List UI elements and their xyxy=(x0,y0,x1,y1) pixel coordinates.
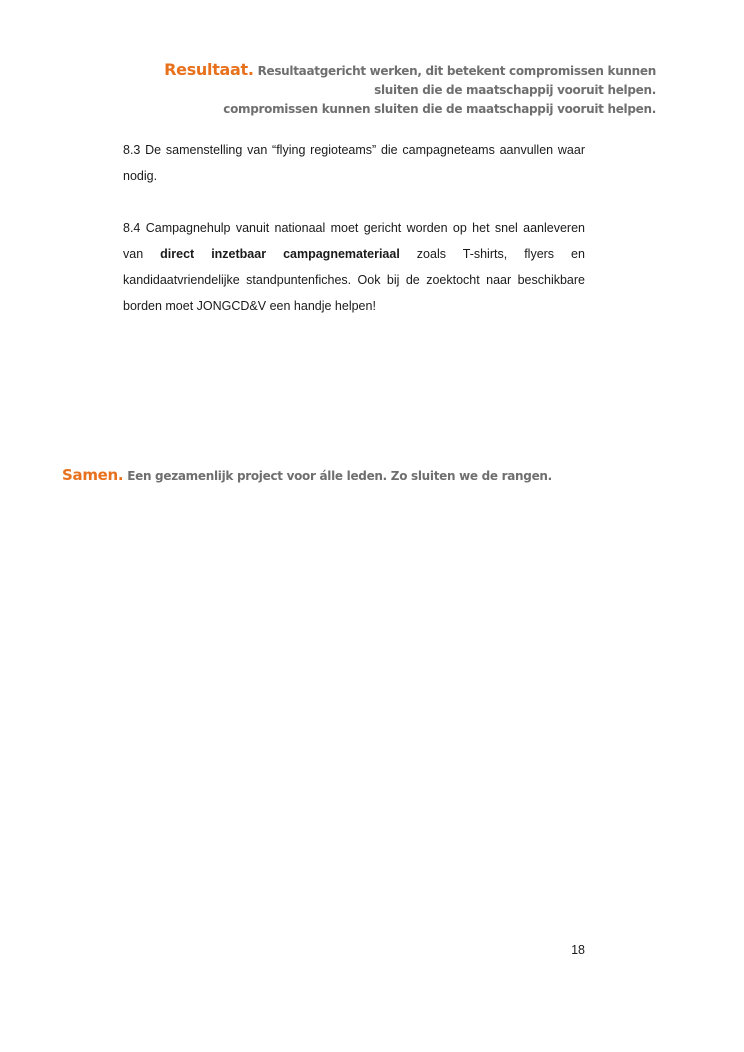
page-number: 18 xyxy=(571,943,585,957)
paragraph-8-4-bold: direct inzetbaar campagnemateriaal xyxy=(160,247,400,261)
document-body xyxy=(123,137,585,319)
header-line-1 xyxy=(96,60,656,81)
paragraph-8-4-part2: zoals T-shirts, flyers en kandidaatvriendelijke standpuntenfiches. Ook bij de zoektocht naar beschikbare borden moet JONGCD&V een handje helpen! xyxy=(123,247,585,313)
page-header-slogan xyxy=(96,60,656,119)
header-line-2: sluiten die de maatschappij vooruit helpen. xyxy=(374,83,656,97)
footer-slogan-keyword: Samen. xyxy=(62,466,124,484)
footer-slogan-text: Een gezamenlijk project voor álle leden. Zo sluiten we de rangen. xyxy=(127,469,552,483)
header-line-1-text: Resultaatgericht werken, dit betekent compromissen kunnen xyxy=(257,64,656,78)
paragraph-8-4-part1: 8.4 Campagnehulp vanuit nationaal moet gericht worden op het snel aanleveren van xyxy=(123,221,585,261)
paragraph-8-3: 8.3 De samenstelling van “flying regioteams” die campagneteams aanvullen waar nodig. xyxy=(123,143,585,183)
paragraph-8-4 xyxy=(123,215,585,319)
header-line-3: compromissen kunnen sluiten die de maatschappij vooruit helpen. xyxy=(223,102,656,116)
footer-slogan xyxy=(62,466,552,484)
paragraph-spacer xyxy=(123,189,585,215)
header-keyword: Resultaat. xyxy=(164,60,254,79)
